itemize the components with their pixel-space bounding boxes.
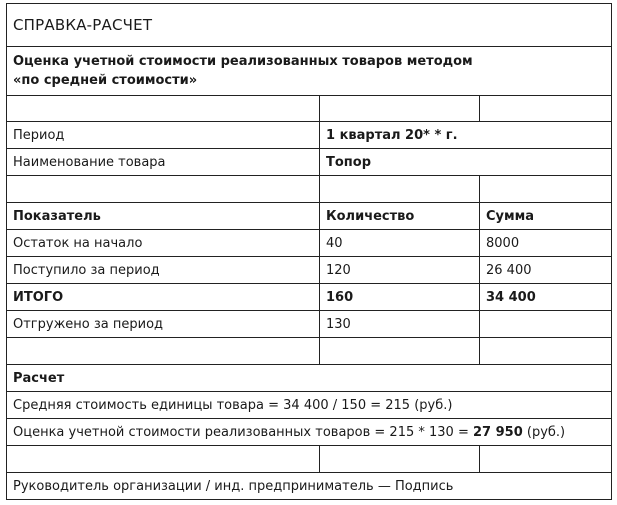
product-value: Топор: [320, 149, 612, 176]
document-subtitle: [7, 47, 612, 96]
valuation-row: [7, 419, 612, 446]
empty-cell: [320, 96, 480, 122]
empty-cell: [480, 176, 612, 203]
product-row: [7, 149, 612, 176]
product-label: Наименование товара: [7, 149, 320, 176]
subtitle-line-1: Оценка учетной стоимости реализованных товаров методом: [13, 54, 473, 69]
period-label: Период: [7, 122, 320, 149]
subtitle-line-2: «по средней стоимости»: [13, 73, 198, 88]
header-indicator: Показатель: [7, 203, 320, 230]
empty-cell: [480, 338, 612, 365]
empty-cell: [7, 176, 320, 203]
table-row: [7, 257, 612, 284]
calculation-certificate: [6, 3, 611, 500]
header-amount: Сумма: [480, 203, 612, 230]
empty-row: [7, 446, 612, 473]
calc-heading-row: [7, 365, 612, 392]
empty-cell: [7, 96, 320, 122]
empty-cell: [320, 176, 480, 203]
row-label: Остаток на начало: [7, 230, 320, 257]
table-row: [7, 230, 612, 257]
row-amount: 26 400: [480, 257, 612, 284]
row-amount: 34 400: [480, 284, 612, 311]
row-label: ИТОГО: [7, 284, 320, 311]
row-amount: [480, 311, 612, 338]
row-quantity: 130: [320, 311, 480, 338]
calc-label: Расчет: [7, 365, 612, 392]
empty-cell: [320, 338, 480, 365]
table-row: [7, 311, 612, 338]
document-title: СПРАВКА-РАСЧЕТ: [7, 4, 612, 47]
header-quantity: Количество: [320, 203, 480, 230]
empty-row: [7, 176, 612, 203]
row-quantity: 40: [320, 230, 480, 257]
avg-cost-row: [7, 392, 612, 419]
empty-cell: [7, 446, 320, 473]
certificate-table: [6, 3, 612, 500]
period-value: 1 квартал 20* * г.: [320, 122, 612, 149]
empty-cell: [320, 446, 480, 473]
valuation-prefix: Оценка учетной стоимости реализованных товаров = 215 * 130 =: [13, 424, 473, 440]
row-quantity: 160: [320, 284, 480, 311]
signature-row: [7, 473, 612, 500]
empty-cell: [480, 446, 612, 473]
avg-cost-formula: Средняя стоимость единицы товара = 34 400 / 150 = 215 (руб.): [7, 392, 612, 419]
signature-line: Руководитель организации / инд. предприниматель — Подпись: [7, 473, 612, 500]
valuation-formula: [7, 419, 612, 446]
empty-cell: [480, 96, 612, 122]
row-quantity: 120: [320, 257, 480, 284]
row-label: Поступило за период: [7, 257, 320, 284]
row-amount: 8000: [480, 230, 612, 257]
total-row: [7, 284, 612, 311]
table-header-row: [7, 203, 612, 230]
period-row: [7, 122, 612, 149]
valuation-result: 27 950: [472, 424, 523, 440]
empty-row: [7, 338, 612, 365]
valuation-unit: (руб.): [522, 424, 566, 440]
empty-cell: [7, 338, 320, 365]
empty-row: [7, 96, 612, 122]
row-label: Отгружено за период: [7, 311, 320, 338]
